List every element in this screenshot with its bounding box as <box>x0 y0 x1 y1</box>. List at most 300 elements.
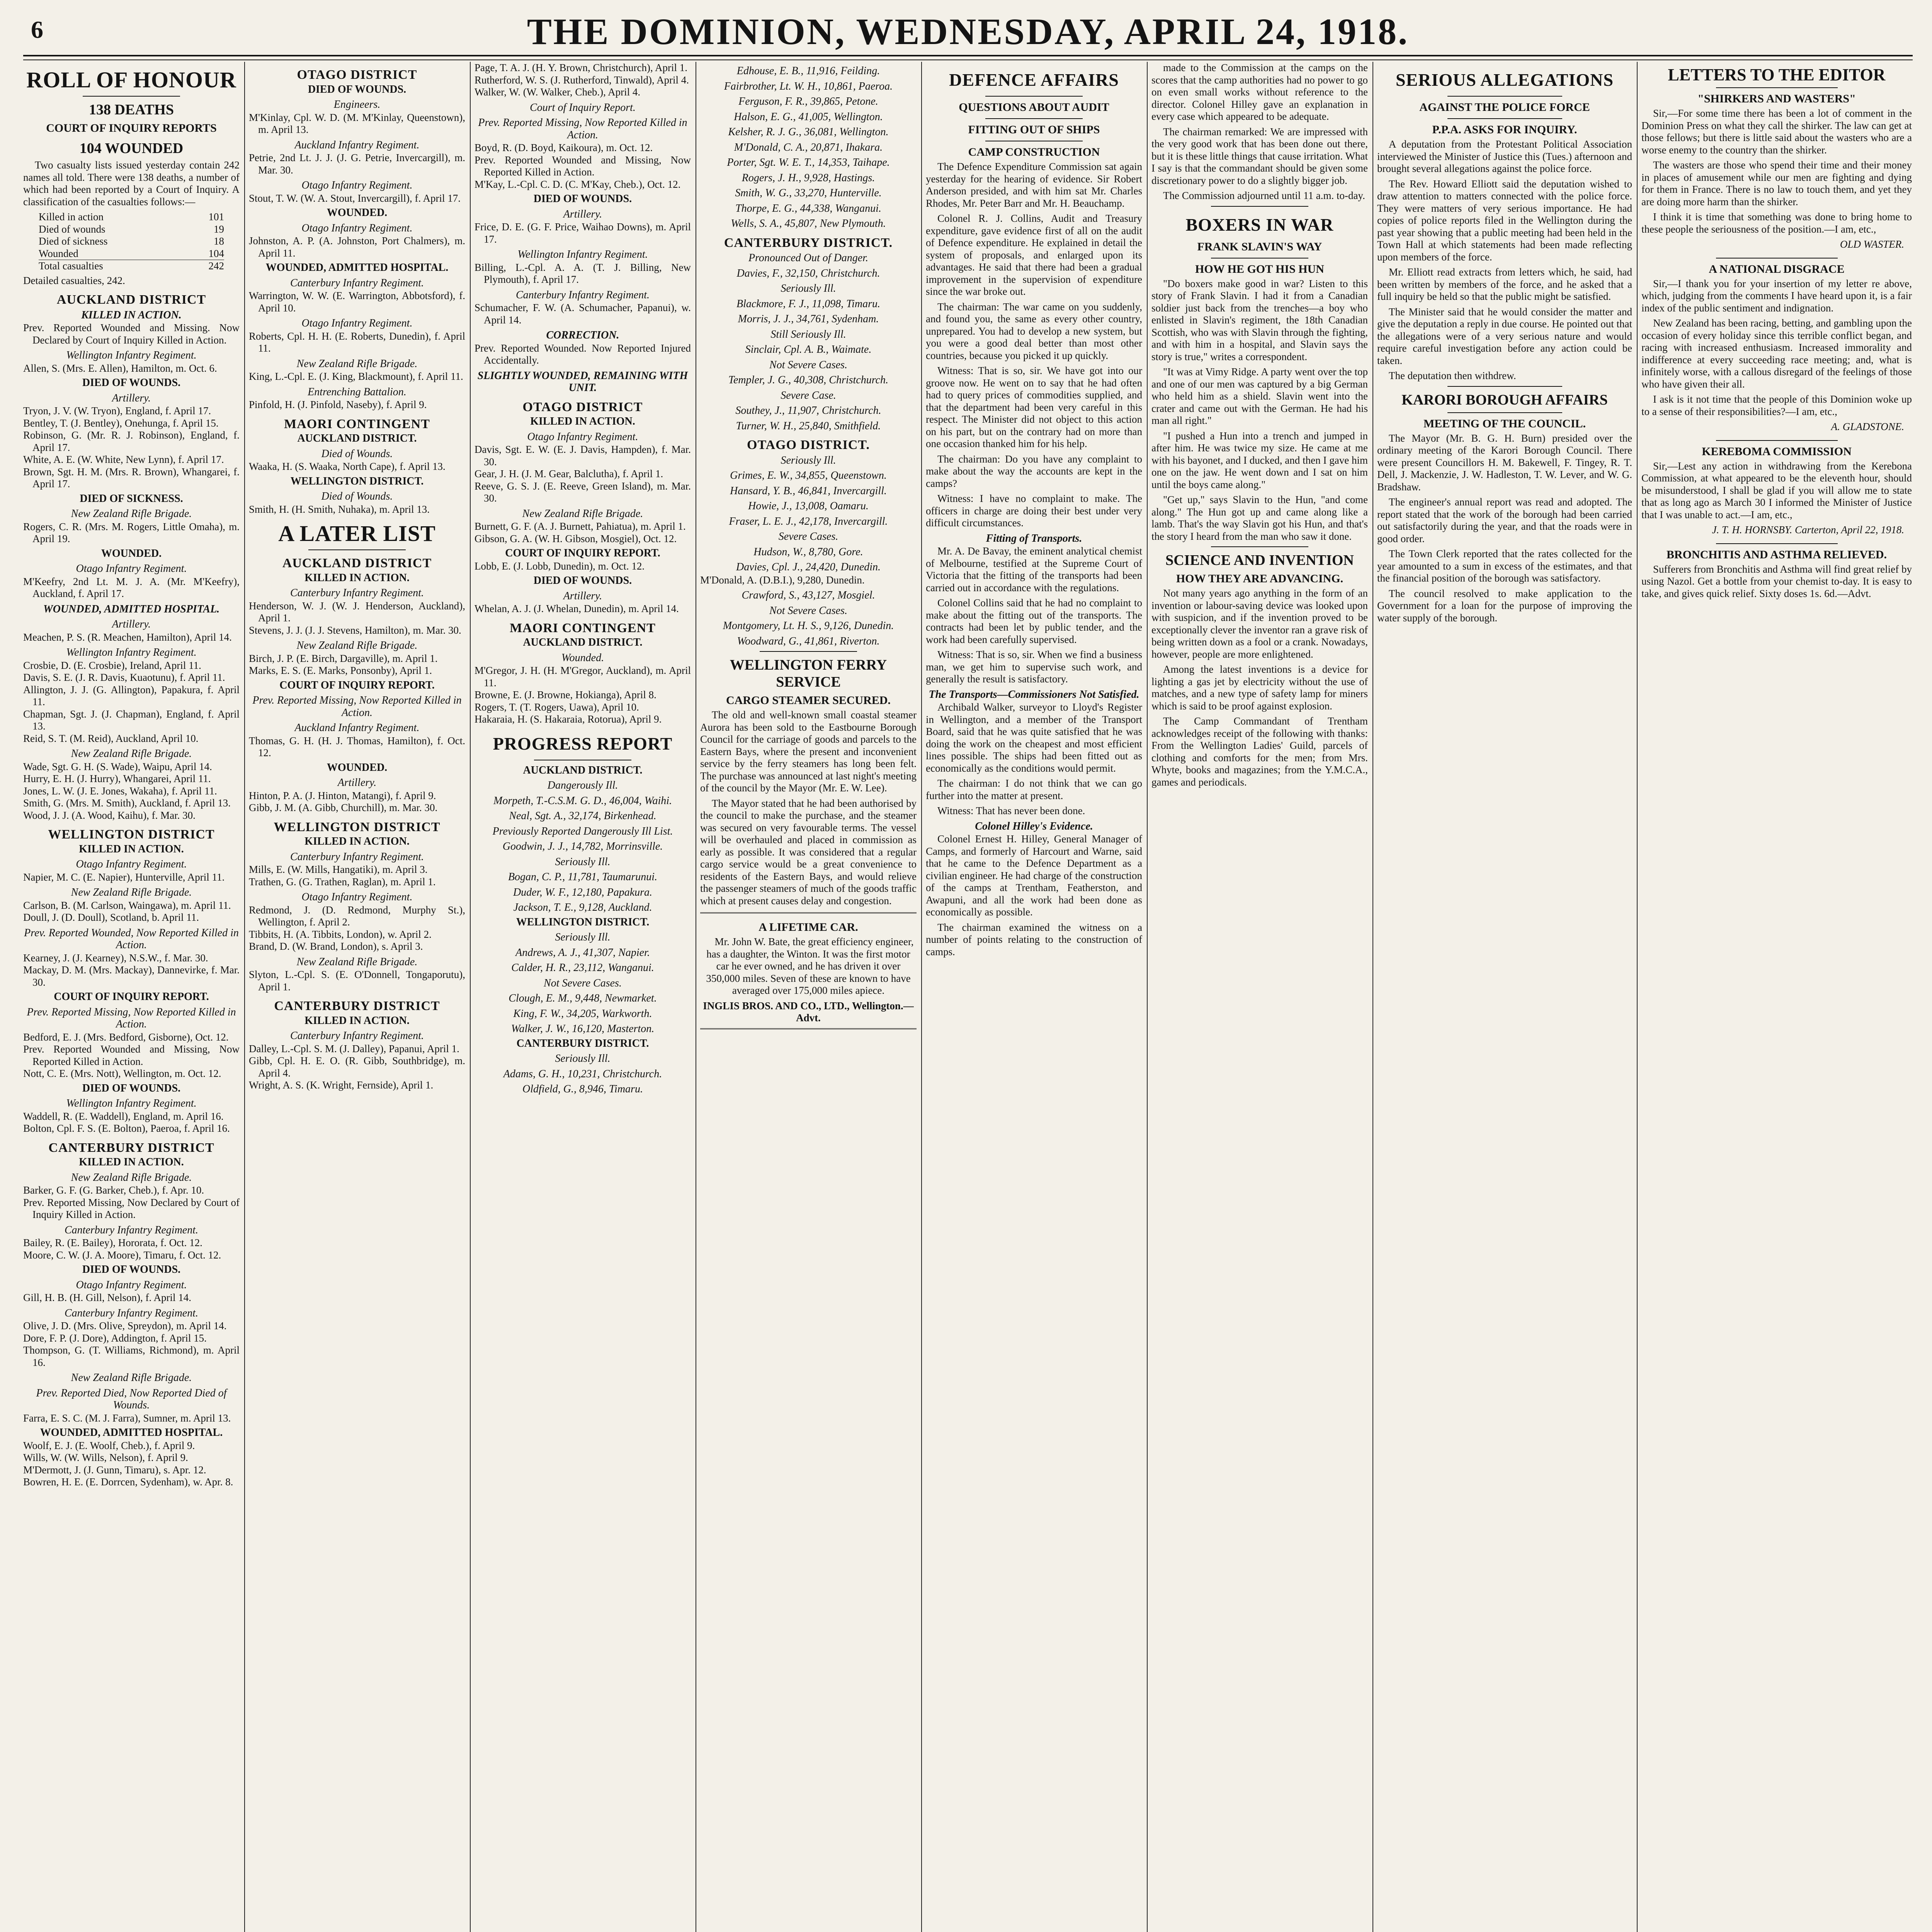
science-subhead: HOW THEY ARE ADVANCING. <box>1176 572 1344 585</box>
category-heading: DIED OF SICKNESS. <box>80 492 183 505</box>
category-heading: DIED OF WOUNDS. <box>308 83 406 95</box>
divider <box>1447 96 1562 97</box>
casualty-entry: Gibb, Cpl. H. E. O. (R. Gibb, Southbridge), m. April 4. <box>249 1055 465 1079</box>
column-rule <box>1147 62 1148 1932</box>
entry-list <box>474 636 691 726</box>
casualty-entry: Smith, H. (H. Smith, Nuhaka), m. April 13. <box>249 503 430 515</box>
article-paragraph: Mr. Elliott read extracts from letters which, he said, had been written by members of the force, and he asked that a full inquiry be held so that the public might be satisfied. <box>1377 266 1632 302</box>
summary-row: Died of sickness 18 <box>39 235 224 247</box>
article-paragraph: The old and well-known small coastal steamer Aurora has been sold to the Eastbourne Borough Council for the carriage of goods and parcels to the Eastern Bays, where the present and inconvenient service by the ferry steamers has long been felt. The purchase was announced at last night's meeting of the council by the Mayor (Mr. E. W. Lee). <box>700 709 917 794</box>
entry-list <box>23 843 240 1135</box>
unit-heading: Court of Inquiry Report. <box>530 101 636 114</box>
unit-heading: New Zealand Rifle Brigade. <box>71 1372 192 1384</box>
casualty-entry: Wills, W. (W. Wills, Nelson), f. April 9. <box>23 1452 188 1463</box>
unit-heading: Grimes, E. W., 34,855, Queenstown. <box>730 469 887 481</box>
unit-heading: Goodwin, J. J., 14,782, Morrinsville. <box>502 840 663 852</box>
casualty-entry: Prev. Reported Wounded and Missing, Now Reported Killed in Action. <box>23 1043 240 1067</box>
casualty-entry: Burnett, G. F. (A. J. Burnett, Pahiatua), m. April 1. <box>474 520 686 532</box>
entry-list <box>474 62 691 326</box>
ad-title: A LIFETIME CAR. <box>759 921 858 934</box>
casualty-entry: Stout, T. W. (W. A. Stout, Invercargill), f. April 17. <box>249 192 461 204</box>
defence-body <box>926 701 1142 817</box>
casualty-entry: M'Gregor, J. H. (H. M'Gregor, Auckland), m. April 11. <box>474 665 691 689</box>
casualty-entry: Warrington, W. W. (E. Warrington, Abbotsford), f. April 10. <box>249 290 465 314</box>
column-rule <box>244 62 245 1932</box>
category-heading: KILLED IN ACTION. <box>81 309 182 321</box>
casualty-entry: Mills, E. (W. Mills, Hangatiki), m. April 3. <box>249 864 428 875</box>
casualty-entry: Bolton, Cpl. F. S. (E. Bolton), Paeroa, f. April 16. <box>23 1122 230 1134</box>
unit-heading: Hansard, Y. B., 46,841, Invercargill. <box>730 485 887 497</box>
unit-heading: Bogan, C. P., 11,781, Taumarunui. <box>508 871 658 883</box>
column-casualties-2 <box>249 62 465 1932</box>
unit-heading: New Zealand Rifle Brigade. <box>71 748 192 760</box>
category-heading: KILLED IN ACTION. <box>79 843 184 855</box>
casualty-entry: Schumacher, F. W. (A. Schumacher, Papanui), w. April 14. <box>474 302 691 326</box>
defence-body <box>926 161 1142 529</box>
letter-paragraph: Sir,—Lest any action in withdrawing from the Kerebona Commission, at what appeared to be the eleventh hour, should be misunderstood, I shall be glad if you will allow me to state that as long ago as March 30 I informed the Minister of Justice that I was unable to act.—I am, etc., <box>1641 460 1912 520</box>
casualty-entry: Thompson, G. (T. Williams, Richmond), m. April 16. <box>23 1344 240 1368</box>
divider <box>1211 258 1308 259</box>
ferry-headline: WELLINGTON FERRY SERVICE <box>730 657 887 690</box>
unit-heading: Davies, F., 32,150, Christchurch. <box>736 267 880 279</box>
karori-body <box>1377 432 1632 624</box>
entry-list <box>700 252 917 432</box>
category-heading: WELLINGTON DISTRICT. <box>516 916 650 928</box>
article-paragraph: Witness: That is so, sir. When we find a business man, we get him to supervise such work, and generally the result is satisfactory. <box>926 649 1142 685</box>
entry-list <box>474 764 691 1095</box>
casualty-entry: Jones, L. W. (J. E. Jones, Wakaha), f. April 11. <box>23 785 217 797</box>
entry-list <box>249 83 465 411</box>
casualty-entry: Rutherford, W. S. (J. Rutherford, Tinwald), April 4. <box>474 74 689 86</box>
casualty-entry: Reid, S. T. (M. Reid), Auckland, April 10. <box>23 732 199 744</box>
roll-intro: Two casualty lists issued yesterday contain 242 names all told. There were 138 deaths, a number of which had been reported by a Court of Inquiry. A classification of the casualties follows:— <box>23 159 240 207</box>
unit-heading: Porter, Sgt. W. E. T., 14,353, Taihape. <box>727 156 890 168</box>
unit-heading: Wellington Infantry Regiment. <box>66 1097 197 1109</box>
category-heading: COURT OF INQUIRY REPORT. <box>505 547 660 559</box>
unit-heading: Wellington Infantry Regiment. <box>66 646 197 658</box>
unit-heading: Not Severe Cases. <box>544 977 622 989</box>
category-heading: WOUNDED. <box>327 207 388 219</box>
article-paragraph: The chairman: The war came on you suddenly, and found you, the same as every other country, unprepared. You had to develop a new system, but you were a good deal better than most other countries, because you picked it up quickly. <box>926 301 1142 361</box>
science-body <box>1151 587 1368 788</box>
article-paragraph: Sir,—For some time there has been a lot of comment in the Dominion Press on what they call the shirker. The law can get at those fellows; but there is little said about the wasters who are a worse enemy to the country than the shirker. <box>1641 107 1912 156</box>
category-heading: KILLED IN ACTION. <box>304 571 410 584</box>
unit-heading: Prev. Reported Missing, Now Reported Killed in Action. <box>27 1006 236 1030</box>
unit-heading: Prev. Reported Missing, Now Reported Killed in Action. <box>478 117 687 141</box>
serious-body <box>1377 138 1632 382</box>
unit-heading: Otago Infantry Regiment. <box>301 317 413 329</box>
casualty-entry: Brand, D. (W. Brand, London), s. April 3. <box>249 940 423 952</box>
unit-heading: Wounded. <box>561 651 604 664</box>
category-heading: DIED OF WOUNDS. <box>82 377 181 389</box>
category-heading: WOUNDED, ADMITTED HOSPITAL. <box>43 603 220 615</box>
casualty-entry: Moore, C. W. (J. A. Moore), Timaru, f. Oct. 12. <box>23 1249 221 1261</box>
article-paragraph: The chairman: I do not think that we can go further into the matter at present. <box>926 777 1142 801</box>
unit-heading: Halson, E. G., 41,005, Wellington. <box>734 111 883 123</box>
casualty-entry: Whelan, A. J. (J. Whelan, Dunedin), m. April 14. <box>474 603 679 614</box>
unit-heading: Seriously Ill. <box>555 1053 611 1065</box>
ferry-body <box>700 709 917 907</box>
casualty-entry: M'Kay, L.-Cpl. C. D. (C. M'Kay, Cheb.), Oct. 12. <box>474 178 681 190</box>
casualty-entry: Smith, G. (Mrs. M. Smith), Auckland, f. April 13. <box>23 797 231 809</box>
karori-headline: KARORI BOROUGH AFFAIRS <box>1401 391 1608 408</box>
category-heading: DIED OF WOUNDS. <box>533 193 632 205</box>
article-paragraph: Colonel R. J. Collins, Audit and Treasury expenditure, gave evidence first of all on the audit of Defence expenditure. He explained in detail the system of proposals, and enlarged upon its advantages. He said that there had been a gradual improvement in the supervision of expenditure since the war broke out. <box>926 213 1142 297</box>
category-heading: WELLINGTON DISTRICT. <box>290 475 424 487</box>
unit-heading: Dangerously Ill. <box>547 779 618 791</box>
article-paragraph: Sir,—I thank you for your insertion of my letter re above, which, judging from the comments I have heard upon it, is a fair index of the public sentiment and indignation. <box>1641 277 1912 314</box>
casualty-entry: Allington, J. J. (G. Allington), Papakura, f. April 11. <box>23 684 240 707</box>
casualty-entry: Bowren, H. E. (E. Dorrcen, Sydenham), w. Apr. 8. <box>23 1476 233 1488</box>
entry-list <box>249 835 465 993</box>
casualty-entry: Napier, M. C. (E. Napier), Hunterville, April 11. <box>23 871 225 883</box>
unit-heading: Otago Infantry Regiment. <box>76 1279 187 1291</box>
casualty-entry: Bentley, T. (J. Bentley), Onehunga, f. April 15. <box>23 417 219 429</box>
casualty-entry: Gear, J. H. (J. M. Gear, Balclutha), f. April 1. <box>474 468 663 480</box>
karori-subhead: MEETING OF THE COUNCIL. <box>1423 417 1586 430</box>
unit-heading: Otago Infantry Regiment. <box>76 563 187 575</box>
casualty-entry: Prev. Reported Wounded and Missing, Now Reported Killed in Action. <box>474 154 691 178</box>
masthead <box>23 7 1913 53</box>
casualty-entry: Allen, S. (Mrs. E. Allen), Hamilton, m. Oct. 6. <box>23 362 217 374</box>
boxers-subhead: HOW HE GOT HIS HUN <box>1195 262 1324 276</box>
article-paragraph: Mr. A. De Bavay, the eminent analytical chemist of Melbourne, testified at the Supreme Court of Victoria that the fitting of the transports had been carried out in accordance with the regulations. <box>926 545 1142 594</box>
unit-heading: Auckland Infantry Regiment. <box>294 722 420 734</box>
casualty-summary <box>23 211 240 272</box>
casualty-entry: Kearney, J. (J. Kearney), N.S.W., f. Mar. 30. <box>23 952 208 964</box>
casualty-entry: Hakaraia, H. (S. Hakaraia, Rotorua), April 9. <box>474 713 662 725</box>
unit-heading: Artillery. <box>563 590 602 602</box>
entry-list <box>249 572 465 814</box>
category-heading: CORRECTION. <box>546 329 619 341</box>
defence-headline: DEFENCE AFFAIRS <box>949 70 1119 90</box>
entry-list <box>23 322 240 600</box>
unit-heading: Severe Case. <box>781 389 836 401</box>
letters-headline: LETTERS TO THE EDITOR <box>1668 65 1886 84</box>
article-paragraph: Witness: I have no complaint to make. The officers in charge are doing their best under very difficult circumstances. <box>926 493 1142 529</box>
article-paragraph: A deputation from the Protestant Political Association interviewed the Minister of Justice this (Tues.) afternoon and brought several allegations against the police force. <box>1377 138 1632 174</box>
unit-heading: New Zealand Rifle Brigade. <box>296 639 418 651</box>
article-paragraph: The Mayor stated that he had been authorised by the council to make the purchase, and the steamer was secured on very favourable terms. The vessel will be overhauled and placed in commission as early as possible. It was considered that a regular cargo service would be a great convenience to residents of the Eastern Bays, and would relieve the passenger steamers of much of the goods traffic which at present causes delay and congestion. <box>700 797 917 906</box>
advertisement <box>700 912 917 1029</box>
newspaper-title: THE DOMINION, WEDNESDAY, APRIL 24, 1918. <box>527 11 1409 52</box>
casualty-entry: M'Donald, A. (D.B.I.), 9,280, Dunedin. <box>700 574 865 586</box>
casualty-entry: M'Keefry, 2nd Lt. M. J. A. (Mr. M'Keefry), Auckland, f. April 17. <box>23 575 240 599</box>
column-casualties-3 <box>474 62 691 1932</box>
divider <box>308 549 406 550</box>
deaths-heading: 138 DEATHS <box>89 102 174 118</box>
district-heading: MAORI CONTINGENT <box>510 621 656 635</box>
unit-heading: Seriously Ill. <box>781 454 836 466</box>
category-heading: KILLED IN ACTION. <box>79 1156 184 1168</box>
unit-heading: Engineers. <box>333 99 381 111</box>
unit-heading: Not Severe Cases. <box>769 359 847 371</box>
divider <box>760 651 857 652</box>
unit-heading: Canterbury Infantry Regiment. <box>64 1224 199 1236</box>
district-heading: AUCKLAND DISTRICT <box>282 556 432 570</box>
defence-body <box>926 833 1142 958</box>
detailed-note: Detailed casualties, 242. <box>23 274 125 286</box>
serious-subhead: P.P.A. ASKS FOR INQUIRY. <box>1432 123 1577 136</box>
unit-heading: Fairbrother, Lt. W. H., 10,861, Paeroa. <box>724 80 893 92</box>
casualty-entry: M'Dermott, J. (J. Gunn, Timaru), s. Apr. 12. <box>23 1464 206 1476</box>
divider <box>1716 440 1838 441</box>
district-heading: MAORI CONTINGENT <box>284 417 430 431</box>
casualty-entry: Brown, Sgt. H. M. (Mrs. R. Brown), Whangarei, f. April 17. <box>23 466 240 490</box>
unit-heading: Jackson, T. E., 9,128, Auckland. <box>513 901 652 913</box>
defence-body <box>926 545 1142 685</box>
casualty-entry: Gill, H. B. (H. Gill, Nelson), f. April 14. <box>23 1292 191 1303</box>
unit-heading: Otago Infantry Regiment. <box>301 179 413 191</box>
unit-heading: Smith, W. G., 33,270, Hunterville. <box>735 187 882 199</box>
unit-heading: Morris, J. J., 34,761, Sydenham. <box>738 313 879 325</box>
casualty-entry: Woolf, E. J. (E. Woolf, Cheb.), f. April 9. <box>23 1439 195 1451</box>
district-heading: OTAGO DISTRICT <box>522 400 643 414</box>
entry-list <box>700 454 917 648</box>
category-heading: WOUNDED, ADMITTED HOSPITAL. <box>265 262 449 274</box>
casualty-entry: Frice, D. E. (G. F. Price, Waihao Downs), m. April 17. <box>474 221 691 245</box>
casualty-entry: Dalley, L.-Cpl. S. M. (J. Dalley), Papanui, April 1. <box>249 1043 459 1054</box>
casualty-entry: Wade, Sgt. G. H. (S. Wade), Waipu, April 14. <box>23 760 212 772</box>
article-paragraph: The chairman remarked: We are impressed with the very good work that has been done out there, but it is these little things that cause irritation. What I say is that the commandant should be given some discretionary power to do a slightly bigger job. <box>1151 126 1368 186</box>
divider <box>1211 546 1308 547</box>
casualty-entry: Wood, J. J. (A. Wood, Kaihu), f. Mar. 30. <box>23 809 196 821</box>
category-heading: WOUNDED. <box>101 547 162 560</box>
unit-heading: Entrenching Battalion. <box>308 386 406 398</box>
article-paragraph: The Minister said that he would consider the matter and give the deputation a reply in due course. He pointed out that the allegations were of a very serious nature and would require careful investigation before any action could be taken. <box>1377 306 1632 366</box>
unit-heading: Prev. Reported Missing, Now Reported Killed in Action. <box>252 694 462 719</box>
casualty-entry: Petrie, 2nd Lt. J. J. (J. G. Petrie, Invercargill), m. Mar. 30. <box>249 152 465 176</box>
divider <box>1447 118 1562 119</box>
ad-title: BRONCHITIS AND ASTHMA RELIEVED. <box>1666 548 1887 561</box>
defence-subhead: CAMP CONSTRUCTION <box>968 146 1100 158</box>
defence-subhead: FITTING OUT OF SHIPS <box>968 123 1100 136</box>
unit-heading: Severe Cases. <box>778 531 838 543</box>
ferry-subhead: CARGO STEAMER SECURED. <box>726 694 891 707</box>
category-heading: COURT OF INQUIRY REPORT. <box>54 991 209 1003</box>
casualty-entry: Trathen, G. (G. Trathen, Raglan), m. April 1. <box>249 876 436 888</box>
district-heading: CANTERBURY DISTRICT. <box>724 235 893 250</box>
serious-headline: SERIOUS ALLEGATIONS <box>1396 70 1614 90</box>
unit-heading: Walker, J. W., 16,120, Masterton. <box>511 1023 655 1035</box>
ad-text: Mr. John W. Bate, the great efficiency engineer, has a daughter, the Winton. It was the first motor car he ever owned, and he has driven it over 350,000 miles. Seven of these are known to have averaged over 175,000 miles apiece. <box>706 936 914 996</box>
unit-heading: New Zealand Rifle Brigade. <box>296 357 418 370</box>
district-heading: OTAGO DISTRICT. <box>747 438 870 452</box>
district-heading: WELLINGTON DISTRICT <box>48 827 215 842</box>
unit-heading: Prev. Reported Died, Now Reported Died of Wounds. <box>36 1387 227 1411</box>
letter-signature: OLD WASTER. <box>1840 238 1904 250</box>
casualty-entry: Browne, E. (J. Browne, Hokianga), April 8. <box>474 689 656 701</box>
column-rule <box>921 62 922 1932</box>
article-paragraph: "Get up," says Slavin to the Hun, "and come along." The Hun got up and came along like a lamb. That's the way Slavin got his Hun, and that's the story I heard from the man who saw it done. <box>1151 494 1368 542</box>
column-rule <box>1637 62 1638 1932</box>
column-defence-affairs <box>926 62 1142 1932</box>
category-heading: KILLED IN ACTION. <box>304 835 410 847</box>
category-heading: AUCKLAND DISTRICT. <box>523 636 643 648</box>
article-paragraph: Among the latest inventions is a device for lighting a gas jet by electricity without the use of matches, and a new type of safety lamp for miners which is said to be proof against explosion. <box>1151 663 1368 712</box>
casualty-entry: Reeve, G. S. J. (E. Reeve, Green Island), m. Mar. 30. <box>474 480 691 504</box>
category-heading: DIED OF WOUNDS. <box>82 1082 181 1094</box>
article-paragraph: I think it is time that something was done to bring home to these people the seriousness of the position.—I am, etc., <box>1641 211 1912 235</box>
unit-heading: Kelsher, R. J. G., 36,081, Wellington. <box>728 126 889 138</box>
category-heading: WOUNDED. <box>327 761 388 774</box>
casualty-entry: Hinton, P. A. (J. Hinton, Matangi), f. April 9. <box>249 789 436 801</box>
article-paragraph: New Zealand has been racing, betting, and gambling upon the occasion of every holiday since this terrible conflict began, and racing with increased enthusiasm. Increased immorality and indifference at every succeeding race meeting; and, what is infinitely worse, with a callous disregard of the feelings of those who have given their all. <box>1641 317 1912 390</box>
casualty-entry: Wright, A. S. (K. Wright, Fernside), April 1. <box>249 1079 434 1091</box>
letter-title: KEREBOMA COMMISSION <box>1702 445 1852 458</box>
casualty-entry: Johnston, A. P. (A. Johnston, Port Chalmers), m. April 11. <box>249 235 465 259</box>
casualty-entry: Meachen, P. S. (R. Meachen, Hamilton), April 14. <box>23 631 232 643</box>
casualty-entry: Boyd, R. (D. Boyd, Kaikoura), m. Oct. 12. <box>474 142 653 153</box>
unit-heading: Hudson, W., 8,780, Gore. <box>753 546 863 558</box>
unit-heading: Davies, Cpl. J., 24,420, Dunedin. <box>736 561 881 573</box>
casualty-entry: Nott, C. E. (Mrs. Nott), Wellington, m. Oct. 12. <box>23 1068 221 1079</box>
category-heading: DIED OF WOUNDS. <box>82 1264 181 1276</box>
column-progress-ferry <box>700 62 917 1932</box>
article-paragraph: Colonel Ernest H. Hilley, General Manager of Camps, and formerly of Harcourt and Warne, said that he came to the Defence Department as a civilian engineer. He had charge of the construction of the camps at Trentham, Featherston, and Awapuni, and all the work had been done as economically as possible. <box>926 833 1142 918</box>
science-headline: SCIENCE AND INVENTION <box>1165 552 1354 568</box>
unit-heading: Prev. Reported Wounded, Now Reported Killed in Action. <box>24 927 239 951</box>
unit-heading: Otago Infantry Regiment. <box>76 858 187 870</box>
article-paragraph: "Do boxers make good in war? Listen to this story of Frank Slavin. I had it from a Canadian soldier just back from the trenches—a boy who enlisted in Slavin's regiment, the 18th Canadian Scottish, who was with Slavin through the fighting, and with him in a hospital, and Slavin says the story is true," writes a correspondent. <box>1151 277 1368 362</box>
unit-heading: Artillery. <box>112 618 151 630</box>
category-heading: CANTERBURY DISTRICT. <box>516 1037 649 1049</box>
page-number: 6 <box>31 16 43 43</box>
unit-heading: Fraser, L. E. J., 42,178, Invercargill. <box>729 515 888 527</box>
casualty-entry: King, L.-Cpl. E. (J. King, Blackmount), f. April 11. <box>249 371 463 382</box>
article-paragraph: Witness: That has never been done. <box>937 805 1085 816</box>
boxers-headline: BOXERS IN WAR <box>1185 214 1334 235</box>
unit-heading: Neal, Sgt. A., 32,174, Birkenhead. <box>509 810 656 822</box>
column-rule <box>470 62 471 1932</box>
casualty-entry: Hurry, E. H. (J. Hurry), Whangarei, April 11. <box>23 773 211 784</box>
casualty-entry: Olive, J. D. (Mrs. Olive, Spreydon), m. April 14. <box>23 1320 227 1332</box>
unit-heading: Died of Wounds. <box>321 447 393 460</box>
entry-list <box>249 432 465 515</box>
unit-heading: Not Severe Cases. <box>769 604 847 617</box>
article-paragraph: made to the Commission at the camps on the scores that the camp authorities had no power to go on even small works without reference to the director. Colonel Hilley gave an explanation in every case which appeared to be adequate. <box>1151 62 1368 122</box>
unit-heading: Montgomery, Lt. H. S., 9,126, Dunedin. <box>723 620 894 632</box>
district-heading: AUCKLAND DISTRICT <box>56 293 206 307</box>
article-paragraph: "I pushed a Hun into a trench and jumped in after him. He was twice my size. He came at me with his bayonet, and I ducked, and then I gave him one on the jaw. He went down and I sat on him until the boys came along." <box>1151 430 1368 490</box>
divider <box>1716 258 1838 259</box>
casualty-entry: Chapman, Sgt. J. (J. Chapman), England, f. April 13. <box>23 708 240 732</box>
roll-title: ROLL OF HONOUR <box>26 67 236 92</box>
unit-heading: Canterbury Infantry Regiment. <box>515 289 650 301</box>
category-heading: AUCKLAND DISTRICT. <box>297 432 417 444</box>
casualty-entry: Roberts, Cpl. H. H. (E. Roberts, Dunedin), f. April 11. <box>249 330 465 354</box>
defence-subhead: QUESTIONS ABOUT AUDIT <box>959 101 1109 114</box>
casualty-entry: Gibson, G. A. (W. H. Gibson, Mosgiel), Oct. 12. <box>474 532 677 544</box>
casualty-entry: Davis, Sgt. E. W. (E. J. Davis, Hampden), f. Mar. 30. <box>474 444 691 468</box>
summary-row: Died of wounds 19 <box>39 223 224 235</box>
casualty-entry: Rogers, C. R. (Mrs. M. Rogers, Little Omaha), m. April 19. <box>23 520 240 544</box>
section-heading: Colonel Hilley's Evidence. <box>975 820 1093 832</box>
casualty-entry: Birch, J. P. (E. Birch, Dargaville), m. April 1. <box>249 652 438 664</box>
casualty-entry: Slyton, L.-Cpl. S. (E. O'Donnell, Tongaporutu), April 1. <box>249 969 465 993</box>
district-heading: CANTERBURY DISTRICT <box>48 1140 214 1155</box>
boxers-subhead: FRANK SLAVIN'S WAY <box>1197 240 1322 253</box>
district-heading: OTAGO DISTRICT <box>297 68 417 82</box>
category-heading: DIED OF WOUNDS. <box>533 575 632 587</box>
casualty-entry: Bailey, R. (E. Bailey), Hororata, f. Oct. 12. <box>23 1237 202 1248</box>
unit-heading: Otago Infantry Regiment. <box>301 222 413 234</box>
unit-heading: Canterbury Infantry Regiment. <box>290 277 424 289</box>
unit-heading: Crawford, S., 43,127, Mosgiel. <box>742 589 875 601</box>
article-paragraph: The Town Clerk reported that the rates collected for the year amounted to a sum in excess of the estimates, and that the financial position of the borough was satisfactory. <box>1377 548 1632 584</box>
casualty-entry: Pinfold, H. (J. Pinfold, Naseby), f. April 9. <box>249 399 427 410</box>
article-paragraph: Archibald Walker, surveyor to Lloyd's Register in Wellington, and a member of the Transport Board, said that he was quite satisfied that he was doing the work on the cheapest and most efficient lines possible. The ships had been fitted out as economically as the conditions would permit. <box>926 701 1142 774</box>
casualty-entry: Gibb, J. M. (A. Gibb, Churchill), m. Mar. 30. <box>249 802 438 813</box>
article-paragraph: The engineer's annual report was read and adopted. The report stated that the work of the borough had been carried out satisfactorily during the year, and that the roads were in good order. <box>1377 496 1632 544</box>
unit-heading: Canterbury Infantry Regiment. <box>290 850 424 863</box>
article-paragraph: The Mayor (Mr. B. G. H. Burn) presided over the ordinary meeting of the Karori Borough Council. There were present Councillors H. M. Bakewell, F. Tingey, R. T. Dell, J. Mackenzie, J. W. Hadleston, T. W. Lever, and W. G. Bradshaw. <box>1377 432 1632 493</box>
district-heading: CANTERBURY DISTRICT <box>274 999 440 1013</box>
article-paragraph: Witness: That is so, sir. We have got into our groove now. He went on to say that he had often had to query prices of commodities supplied, and that the department had been very careful in this respect. The Minister did not object to this action on his part, but on the contrary had on more than one occasion thanked him for his help. <box>926 365 1142 449</box>
article-paragraph: Colonel Collins said that he had no complaint to make about the fitting out of the transports. The contracts had been let by public tender, and the work had been carefully supervised. <box>926 597 1142 645</box>
unit-heading: Seriously Ill. <box>555 931 611 943</box>
casualty-entry: Mackay, D. M. (Mrs. Mackay), Dannevirke, f. Mar. 30. <box>23 964 240 988</box>
casualty-entry: Rogers, T. (T. Rogers, Uawa), April 10. <box>474 701 639 713</box>
article-paragraph: I ask is it not time that the people of this Dominion woke up to a sense of their responsibilities?—I am, etc., <box>1641 393 1912 417</box>
unit-heading: New Zealand Rifle Brigade. <box>71 886 192 898</box>
district-heading: WELLINGTON DISTRICT <box>274 820 440 834</box>
casualty-entry: Prev. Reported Missing, Now Declared by Court of Inquiry Killed in Action. <box>23 1196 240 1220</box>
progress-report-heading: PROGRESS REPORT <box>493 733 673 753</box>
unit-heading: Woodward, G., 41,861, Riverton. <box>737 635 880 647</box>
casualty-entry: Davis, S. E. (J. R. Davis, Kuaotunu), f. April 11. <box>23 672 225 683</box>
entry-list <box>700 65 917 230</box>
wounded-heading: 104 WOUNDED <box>79 140 184 156</box>
casualty-entry: M'Kinlay, Cpl. W. D. (M. M'Kinlay, Queenstown), m. April 13. <box>249 111 465 135</box>
article-paragraph: Not many years ago anything in the form of an invention or labour-saving device was looked upon with suspicion, and if the invention proved to be exceptionally clever the inventor ran a grave risk of being written down as a fool or a crank. Nowadays, however, people are more enlightened. <box>1151 587 1368 660</box>
divider <box>985 118 1083 119</box>
divider <box>1447 386 1562 387</box>
unit-heading: Wells, S. A., 45,807, New Plymouth. <box>731 218 886 230</box>
category-heading: AUCKLAND DISTRICT. <box>523 764 643 776</box>
unit-heading: M'Donald, C. A., 20,871, Ihakara. <box>734 141 883 153</box>
unit-heading: Sinclair, Cpl. A. B., Waimate. <box>745 344 872 355</box>
letter-title: "SHIRKERS AND WASTERS" <box>1697 92 1856 105</box>
entry-list <box>249 1015 465 1092</box>
unit-heading: Canterbury Infantry Regiment. <box>64 1307 199 1319</box>
column-rule <box>1372 62 1373 1932</box>
article-paragraph: The chairman: Do you have any complaint to make about the way the accounts are kept in the camps? <box>926 453 1142 489</box>
category-heading: KILLED IN ACTION. <box>530 415 635 427</box>
article-paragraph: The deputation then withdrew. <box>1389 370 1516 381</box>
unit-heading: Artillery. <box>337 777 377 789</box>
summary-row: Wounded 104 <box>39 247 224 259</box>
casualty-entry: Billing, L.-Cpl. A. A. (T. J. Billing, New Plymouth), f. April 17. <box>474 261 691 285</box>
column-letters <box>1641 62 1912 1932</box>
casualty-entry: Stevens, J. J. (J. J. Stevens, Hamilton), m. Mar. 30. <box>249 624 461 636</box>
casualty-entry: Dore, F. P. (J. Dore), Addington, f. April 15. <box>23 1332 207 1344</box>
section-heading: Fitting of Transports. <box>986 532 1082 544</box>
casualty-entry: Thomas, G. H. (H. J. Thomas, Hamilton), f. Oct. 12. <box>249 735 465 759</box>
unit-heading: New Zealand Rifle Brigade. <box>296 956 418 968</box>
letter-title: A NATIONAL DISGRACE <box>1709 262 1845 276</box>
article-paragraph: The chairman examined the witness on a number of points relating to the construction of camps. <box>926 921 1142 957</box>
unit-heading: Duder, W. F., 12,180, Papakura. <box>513 886 653 898</box>
category-heading: COURT OF INQUIRY REPORT. <box>279 679 435 691</box>
unit-heading: Howie, J., 13,008, Oamaru. <box>748 500 869 512</box>
unit-heading: Ferguson, F. R., 39,865, Petone. <box>738 95 878 107</box>
column-serious-allegations <box>1377 62 1632 1932</box>
casualty-entry: Tibbits, H. (A. Tibbits, London), w. April 2. <box>249 928 432 940</box>
court-heading: COURT OF INQUIRY REPORTS <box>46 122 217 134</box>
unit-heading: Rogers, J. H., 9,928, Hastings. <box>742 172 875 184</box>
unit-heading: Adams, G. H., 10,231, Christchurch. <box>503 1068 662 1080</box>
